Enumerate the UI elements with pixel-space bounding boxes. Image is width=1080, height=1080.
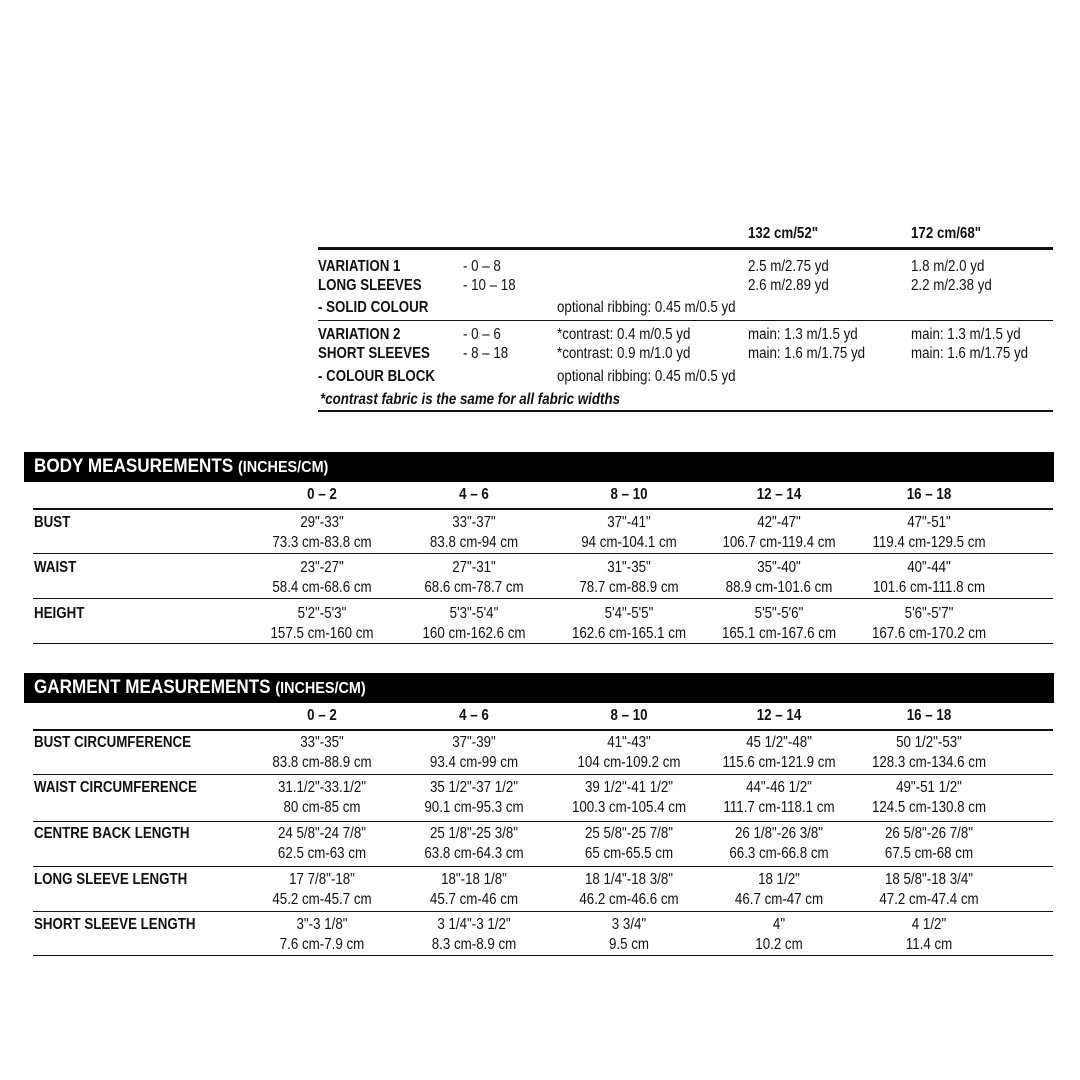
value-cm: 104 cm-109.2 cm	[577, 754, 681, 771]
value-inches: 33"-35"	[300, 734, 344, 751]
value-inches: 50 1/2"-53"	[896, 734, 962, 751]
variation-1-colour: - SOLID COLOUR	[318, 299, 429, 316]
value-cm: 83.8 cm-94 cm	[429, 534, 519, 551]
value-inches: 45 1/2"-48"	[746, 734, 812, 751]
variation-2-w172-b: main: 1.6 m/1.75 yd	[911, 345, 1029, 362]
garment-measurements-header	[24, 673, 1054, 703]
value-cm: 62.5 cm-63 cm	[277, 845, 367, 862]
size-header: 4 – 6	[459, 486, 489, 503]
value-inches: 40"-44"	[907, 559, 951, 576]
variation-2-size-b: - 8 – 18	[463, 345, 509, 362]
size-header: 4 – 6	[459, 707, 489, 724]
value-inches: 33"-37"	[452, 514, 496, 531]
value-inches: 17 7/8"-18"	[289, 871, 355, 888]
variation-2-colour: - COLOUR BLOCK	[318, 368, 436, 385]
row-label: WAIST	[34, 559, 77, 576]
value-inches: 37"-41"	[607, 514, 651, 531]
variation-2-w132-a: main: 1.3 m/1.5 yd	[748, 326, 858, 343]
row-divider	[33, 598, 1053, 599]
value-cm: 128.3 cm-134.6 cm	[871, 754, 987, 771]
size-header: 12 – 14	[756, 707, 802, 724]
value-inches: 26 1/8"-26 3/8"	[734, 825, 824, 842]
body-measurements-title: BODY MEASUREMENTS	[34, 456, 234, 477]
variation-1-w172-b: 2.2 m/2.38 yd	[911, 277, 992, 294]
value-cm: 162.6 cm-165.1 cm	[571, 625, 687, 642]
garment-measurements-title: GARMENT MEASUREMENTS	[34, 677, 271, 698]
row-divider	[33, 955, 1053, 956]
value-inches: 37"-39"	[452, 734, 496, 751]
value-cm: 11.4 cm	[905, 936, 953, 953]
value-cm: 47.2 cm-47.4 cm	[879, 891, 979, 908]
value-inches: 35 1/2"-37 1/2"	[429, 779, 519, 796]
value-cm: 100.3 cm-105.4 cm	[571, 799, 687, 816]
value-cm: 90.1 cm-95.3 cm	[424, 799, 524, 816]
value-inches: 23"-27"	[300, 559, 344, 576]
value-cm: 119.4 cm-129.5 cm	[872, 534, 986, 551]
value-inches: 49"-51 1/2"	[896, 779, 962, 796]
value-cm: 46.7 cm-47 cm	[734, 891, 824, 908]
value-cm: 65 cm-65.5 cm	[584, 845, 674, 862]
variation-2-w132-b: main: 1.6 m/1.75 yd	[748, 345, 866, 362]
row-label: CENTRE BACK LENGTH	[34, 825, 190, 842]
variation-2-contrast-b: *contrast: 0.9 m/1.0 yd	[557, 345, 691, 362]
variation-2-name: VARIATION 2	[318, 326, 401, 343]
row-divider	[33, 774, 1053, 775]
variation-1-ribbing: optional ribbing: 0.45 m/0.5 yd	[557, 299, 736, 316]
row-divider	[33, 866, 1053, 867]
row-label: LONG SLEEVE LENGTH	[34, 871, 188, 888]
value-cm: 83.8 cm-88.9 cm	[272, 754, 372, 771]
value-inches: 4 1/2"	[911, 916, 947, 933]
value-cm: 10.2 cm	[755, 936, 803, 953]
size-header: 0 – 2	[307, 486, 337, 503]
value-inches: 5'6"-5'7"	[904, 605, 954, 622]
fabric-bottom-rule	[318, 410, 1053, 412]
row-label: HEIGHT	[34, 605, 85, 622]
value-cm: 9.5 cm	[608, 936, 650, 953]
garment-measurements-unit: (INCHES/CM)	[275, 680, 366, 697]
value-inches: 24 5/8"-24 7/8"	[277, 825, 367, 842]
variation-2-ribbing: optional ribbing: 0.45 m/0.5 yd	[557, 368, 736, 385]
row-divider	[33, 553, 1053, 554]
body-measurements-unit: (INCHES/CM)	[237, 459, 329, 476]
size-header: 12 – 14	[756, 486, 802, 503]
value-cm: 93.4 cm-99 cm	[429, 754, 519, 771]
value-cm: 165.1 cm-167.6 cm	[721, 625, 837, 642]
fabric-width-132: 132 cm/52"	[748, 225, 819, 242]
row-label: BUST CIRCUMFERENCE	[34, 734, 192, 751]
value-inches: 29"-33"	[300, 514, 344, 531]
value-cm: 73.3 cm-83.8 cm	[272, 534, 372, 551]
value-inches: 18 1/2"	[758, 871, 800, 888]
value-inches: 26 5/8"-26 7/8"	[884, 825, 974, 842]
value-inches: 4"	[772, 916, 786, 933]
value-cm: 80 cm-85 cm	[283, 799, 361, 816]
value-cm: 111.7 cm-118.1 cm	[723, 799, 835, 816]
value-inches: 44"-46 1/2"	[746, 779, 812, 796]
fabric-header-rule	[318, 247, 1053, 250]
variation-1-w132-a: 2.5 m/2.75 yd	[748, 258, 829, 275]
contrast-footnote: *contrast fabric is the same for all fabric widths	[320, 391, 621, 408]
value-cm: 8.3 cm-8.9 cm	[431, 936, 517, 953]
value-cm: 157.5 cm-160 cm	[270, 625, 374, 642]
variation-1-w172-a: 1.8 m/2.0 yd	[911, 258, 985, 275]
variation-2-sleeves: SHORT SLEEVES	[318, 345, 430, 362]
value-inches: 5'5"-5'6"	[754, 605, 804, 622]
body-measurements-header	[24, 452, 1054, 482]
variation-2-w172-a: main: 1.3 m/1.5 yd	[911, 326, 1021, 343]
size-header-rule	[33, 508, 1053, 510]
value-inches: 27"-31"	[452, 559, 496, 576]
value-cm: 66.3 cm-66.8 cm	[729, 845, 829, 862]
value-inches: 41"-43"	[607, 734, 651, 751]
value-inches: 3"-3 1/8"	[296, 916, 348, 933]
variation-divider	[318, 320, 1053, 321]
value-inches: 35"-40"	[757, 559, 801, 576]
value-cm: 58.4 cm-68.6 cm	[272, 579, 372, 596]
variation-2-contrast-a: *contrast: 0.4 m/0.5 yd	[557, 326, 691, 343]
variation-1-size-b: - 10 – 18	[463, 277, 516, 294]
variation-1-name: VARIATION 1	[318, 258, 401, 275]
value-cm: 101.6 cm-111.8 cm	[872, 579, 986, 596]
row-divider	[33, 821, 1053, 822]
value-inches: 25 1/8"-25 3/8"	[429, 825, 519, 842]
value-cm: 115.6 cm-121.9 cm	[722, 754, 836, 771]
row-divider	[33, 643, 1053, 644]
value-inches: 3 1/4"-3 1/2"	[437, 916, 511, 933]
value-inches: 25 5/8"-25 7/8"	[584, 825, 674, 842]
value-inches: 18"-18 1/8"	[441, 871, 507, 888]
value-cm: 160 cm-162.6 cm	[422, 625, 526, 642]
value-cm: 167.6 cm-170.2 cm	[871, 625, 987, 642]
variation-2-size-a: - 0 – 6	[463, 326, 501, 343]
size-header: 16 – 18	[906, 486, 952, 503]
value-inches: 5'4"-5'5"	[604, 605, 654, 622]
size-header-rule	[33, 729, 1053, 731]
variation-1-w132-b: 2.6 m/2.89 yd	[748, 277, 829, 294]
value-inches: 3 3/4"	[611, 916, 647, 933]
value-inches: 31"-35"	[607, 559, 651, 576]
value-cm: 63.8 cm-64.3 cm	[424, 845, 524, 862]
value-cm: 94 cm-104.1 cm	[581, 534, 677, 551]
value-cm: 88.9 cm-101.6 cm	[725, 579, 833, 596]
value-cm: 124.5 cm-130.8 cm	[871, 799, 987, 816]
value-cm: 106.7 cm-119.4 cm	[722, 534, 836, 551]
row-label: WAIST CIRCUMFERENCE	[34, 779, 197, 796]
value-inches: 18 1/4"-18 3/8"	[584, 871, 674, 888]
value-inches: 42"-47"	[757, 514, 801, 531]
value-cm: 45.2 cm-45.7 cm	[272, 891, 372, 908]
value-cm: 67.5 cm-68 cm	[884, 845, 974, 862]
value-inches: 5'2"-5'3"	[297, 605, 347, 622]
value-cm: 68.6 cm-78.7 cm	[424, 579, 524, 596]
variation-1-sleeves: LONG SLEEVES	[318, 277, 422, 294]
value-inches: 31.1/2"-33.1/2"	[277, 779, 367, 796]
size-header: 16 – 18	[906, 707, 952, 724]
variation-1-size-a: - 0 – 8	[463, 258, 501, 275]
row-label: SHORT SLEEVE LENGTH	[34, 916, 196, 933]
fabric-width-172: 172 cm/68"	[911, 225, 982, 242]
value-cm: 7.6 cm-7.9 cm	[279, 936, 365, 953]
size-header: 8 – 10	[610, 707, 648, 724]
value-inches: 5'3"-5'4"	[449, 605, 499, 622]
value-cm: 78.7 cm-88.9 cm	[579, 579, 679, 596]
row-label: BUST	[34, 514, 71, 531]
size-header: 0 – 2	[307, 707, 337, 724]
value-inches: 47"-51"	[907, 514, 951, 531]
row-divider	[33, 911, 1053, 912]
value-inches: 18 5/8"-18 3/4"	[884, 871, 974, 888]
value-cm: 45.7 cm-46 cm	[429, 891, 519, 908]
size-header: 8 – 10	[610, 486, 648, 503]
value-cm: 46.2 cm-46.6 cm	[579, 891, 679, 908]
value-inches: 39 1/2"-41 1/2"	[584, 779, 674, 796]
